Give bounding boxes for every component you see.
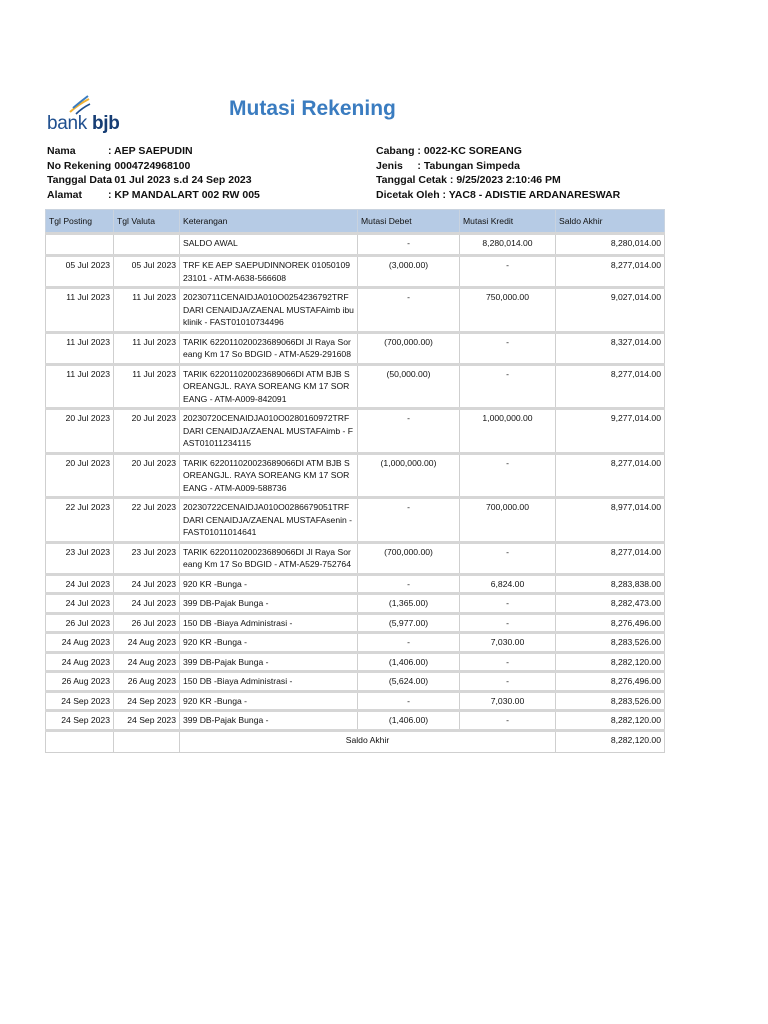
tgl-posting-cell: 24 Sep 2023 — [46, 711, 114, 731]
debet-cell: - — [358, 498, 460, 543]
table-row — [46, 453, 665, 498]
tgl-valuta-cell: 24 Sep 2023 — [114, 691, 180, 711]
kredit-cell: - — [460, 594, 556, 614]
debet-cell: - — [358, 633, 460, 653]
table-row — [46, 542, 665, 574]
table-row — [46, 498, 665, 543]
info-no-rekening: No Rekening : 0004724968100 — [47, 159, 191, 172]
tgl-posting-cell: 24 Jul 2023 — [46, 594, 114, 614]
bank-logo — [47, 95, 127, 135]
kredit-cell: - — [460, 672, 556, 692]
tgl-valuta-cell: 24 Aug 2023 — [114, 633, 180, 653]
tgl-posting-cell: 24 Sep 2023 — [46, 691, 114, 711]
col-tgl-valuta: Tgl Valuta — [114, 210, 180, 234]
keterangan-cell: TARIK 622011020023689066DI ATM BJB SOREANGJL. RAYA SOREANG KM 17 SOREANG - ATM-A009-588736 — [180, 453, 358, 498]
debet-cell: (1,365.00) — [358, 594, 460, 614]
opening-balance-row — [46, 234, 665, 256]
tgl-valuta-cell: 23 Jul 2023 — [114, 542, 180, 574]
saldo-cell: 8,282,120.00 — [556, 711, 665, 731]
tgl-posting-cell: 24 Aug 2023 — [46, 652, 114, 672]
kredit-cell: - — [460, 364, 556, 409]
col-mutasi-debet: Mutasi Debet — [358, 210, 460, 234]
tgl-posting-cell: 23 Jul 2023 — [46, 542, 114, 574]
kredit-cell: - — [460, 652, 556, 672]
table-header-row — [46, 210, 665, 234]
saldo-cell: 8,277,014.00 — [556, 453, 665, 498]
tgl-valuta-cell: 24 Jul 2023 — [114, 594, 180, 614]
keterangan-cell: TARIK 622011020023689066DI Jl Raya Soreang Km 17 So BDGID - ATM-A529-291608 — [180, 332, 358, 364]
tgl-valuta-cell: 24 Sep 2023 — [114, 711, 180, 731]
table-row — [46, 711, 665, 731]
page-title: Mutasi Rekening — [229, 97, 396, 120]
table-row — [46, 409, 665, 454]
mutation-table — [45, 209, 665, 753]
table-row — [46, 256, 665, 288]
saldo-cell: 8,277,014.00 — [556, 256, 665, 288]
saldo-cell: 8,282,120.00 — [556, 652, 665, 672]
debet-cell: (50,000.00) — [358, 364, 460, 409]
kredit-cell: - — [460, 453, 556, 498]
closing-saldo: 8,282,120.00 — [556, 730, 665, 752]
bjb-swoosh-icon — [67, 95, 91, 115]
keterangan-cell: 920 KR -Bunga - — [180, 633, 358, 653]
kredit-cell: - — [460, 256, 556, 288]
col-saldo-akhir: Saldo Akhir — [556, 210, 665, 234]
keterangan-cell: 399 DB-Pajak Bunga - — [180, 652, 358, 672]
info-alamat: Alamat : KP MANDALART 002 RW 005 — [47, 188, 260, 201]
account-info-right — [376, 144, 620, 202]
table-row — [46, 633, 665, 653]
kredit-cell: 750,000.00 — [460, 288, 556, 333]
table-row — [46, 691, 665, 711]
debet-cell: - — [358, 288, 460, 333]
saldo-cell: 8,283,838.00 — [556, 574, 665, 594]
tgl-posting-cell: 24 Aug 2023 — [46, 633, 114, 653]
keterangan-cell: 920 KR -Bunga - — [180, 574, 358, 594]
keterangan-cell: TRF KE AEP SAEPUDINNOREK 0105010923101 - ATM-A638-566608 — [180, 256, 358, 288]
kredit-cell: 700,000.00 — [460, 498, 556, 543]
debet-cell: (1,000,000.00) — [358, 453, 460, 498]
keterangan-cell: 399 DB-Pajak Bunga - — [180, 594, 358, 614]
debet-cell: - — [358, 409, 460, 454]
account-info-left — [47, 144, 260, 202]
tgl-valuta-cell: 20 Jul 2023 — [114, 409, 180, 454]
kredit-cell: 1,000,000.00 — [460, 409, 556, 454]
tgl-valuta-cell: 11 Jul 2023 — [114, 288, 180, 333]
saldo-cell: 8,282,473.00 — [556, 594, 665, 614]
kredit-cell: - — [460, 711, 556, 731]
debet-cell: (3,000.00) — [358, 256, 460, 288]
tgl-valuta-cell: 22 Jul 2023 — [114, 498, 180, 543]
col-keterangan: Keterangan — [180, 210, 358, 234]
info-dicetak-oleh: Dicetak Oleh : YAC8 - ADISTIE ARDANARESWAR — [376, 188, 621, 201]
saldo-cell: 8,277,014.00 — [556, 542, 665, 574]
debet-cell: - — [358, 574, 460, 594]
tgl-posting-cell: 26 Jul 2023 — [46, 613, 114, 633]
saldo-cell: 8,283,526.00 — [556, 691, 665, 711]
keterangan-cell: 150 DB -Biaya Administrasi - — [180, 672, 358, 692]
debet-cell: (1,406.00) — [358, 652, 460, 672]
info-nama: Nama : AEP SAEPUDIN — [47, 145, 193, 157]
info-tanggal-data: Tanggal Data : 01 Jul 2023 s.d 24 Sep 2023 — [47, 174, 252, 186]
keterangan-cell: 150 DB -Biaya Administrasi - — [180, 613, 358, 633]
keterangan-cell: TARIK 622011020023689066DI Jl Raya Soreang Km 17 So BDGID - ATM-A529-752764 — [180, 542, 358, 574]
opening-kredit: 8,280,014.00 — [460, 234, 556, 256]
tgl-valuta-cell: 05 Jul 2023 — [114, 256, 180, 288]
opening-label: SALDO AWAL — [180, 234, 358, 256]
col-mutasi-kredit: Mutasi Kredit — [460, 210, 556, 234]
keterangan-cell: 20230711CENAIDJA010O0254236792TRF DARI CENAIDJA/ZAENAL MUSTAFAimb ibu klinik - FAST01010734496 — [180, 288, 358, 333]
closing-label: Saldo Akhir — [180, 730, 556, 752]
info-cabang: Cabang : 0022-KC SOREANG — [376, 145, 522, 157]
tgl-valuta-cell: 11 Jul 2023 — [114, 332, 180, 364]
saldo-cell: 8,327,014.00 — [556, 332, 665, 364]
saldo-cell: 8,277,014.00 — [556, 364, 665, 409]
tgl-posting-cell: 24 Jul 2023 — [46, 574, 114, 594]
table-cell — [114, 730, 180, 752]
debet-cell: (700,000.00) — [358, 542, 460, 574]
keterangan-cell: 399 DB-Pajak Bunga - — [180, 711, 358, 731]
tgl-posting-cell: 05 Jul 2023 — [46, 256, 114, 288]
kredit-cell: - — [460, 332, 556, 364]
table-row — [46, 574, 665, 594]
debet-cell: - — [358, 691, 460, 711]
bank-name: bank bjb — [47, 113, 120, 134]
kredit-cell: - — [460, 613, 556, 633]
table-cell — [46, 730, 114, 752]
saldo-cell: 9,027,014.00 — [556, 288, 665, 333]
table-cell — [114, 234, 180, 256]
table-cell — [46, 234, 114, 256]
table-row — [46, 613, 665, 633]
table-row — [46, 332, 665, 364]
saldo-cell: 8,977,014.00 — [556, 498, 665, 543]
saldo-cell: 8,276,496.00 — [556, 613, 665, 633]
kredit-cell: 7,030.00 — [460, 633, 556, 653]
tgl-valuta-cell: 11 Jul 2023 — [114, 364, 180, 409]
table-row — [46, 652, 665, 672]
kredit-cell: 6,824.00 — [460, 574, 556, 594]
kredit-cell: - — [460, 542, 556, 574]
opening-saldo: 8,280,014.00 — [556, 234, 665, 256]
tgl-posting-cell: 11 Jul 2023 — [46, 364, 114, 409]
tgl-posting-cell: 11 Jul 2023 — [46, 332, 114, 364]
table-row — [46, 594, 665, 614]
keterangan-cell: 20230722CENAIDJA010O0286679051TRF DARI CENAIDJA/ZAENAL MUSTAFAsenin - FAST01011014641 — [180, 498, 358, 543]
tgl-valuta-cell: 24 Jul 2023 — [114, 574, 180, 594]
table-row — [46, 672, 665, 692]
debet-cell: (1,406.00) — [358, 711, 460, 731]
tgl-posting-cell: 20 Jul 2023 — [46, 453, 114, 498]
tgl-posting-cell: 20 Jul 2023 — [46, 409, 114, 454]
keterangan-cell: 20230720CENAIDJA010O0280160972TRF DARI CENAIDJA/ZAENAL MUSTAFAimb - FAST01011234115 — [180, 409, 358, 454]
tgl-posting-cell: 26 Aug 2023 — [46, 672, 114, 692]
closing-balance-row — [46, 730, 665, 752]
tgl-posting-cell: 11 Jul 2023 — [46, 288, 114, 333]
table-row — [46, 364, 665, 409]
table-row — [46, 288, 665, 333]
saldo-cell: 8,283,526.00 — [556, 633, 665, 653]
info-tanggal-cetak: Tanggal Cetak : 9/25/2023 2:10:46 PM — [376, 174, 561, 186]
opening-debet: - — [358, 234, 460, 256]
tgl-valuta-cell: 26 Aug 2023 — [114, 672, 180, 692]
tgl-valuta-cell: 24 Aug 2023 — [114, 652, 180, 672]
col-tgl-posting: Tgl Posting — [46, 210, 114, 234]
info-jenis: Jenis : Tabungan Simpeda — [376, 159, 520, 172]
saldo-cell: 9,277,014.00 — [556, 409, 665, 454]
tgl-posting-cell: 22 Jul 2023 — [46, 498, 114, 543]
debet-cell: (5,624.00) — [358, 672, 460, 692]
debet-cell: (700,000.00) — [358, 332, 460, 364]
keterangan-cell: 920 KR -Bunga - — [180, 691, 358, 711]
keterangan-cell: TARIK 622011020023689066DI ATM BJB SOREANGJL. RAYA SOREANG KM 17 SOREANG - ATM-A009-842091 — [180, 364, 358, 409]
saldo-cell: 8,276,496.00 — [556, 672, 665, 692]
debet-cell: (5,977.00) — [358, 613, 460, 633]
tgl-valuta-cell: 26 Jul 2023 — [114, 613, 180, 633]
kredit-cell: 7,030.00 — [460, 691, 556, 711]
tgl-valuta-cell: 20 Jul 2023 — [114, 453, 180, 498]
